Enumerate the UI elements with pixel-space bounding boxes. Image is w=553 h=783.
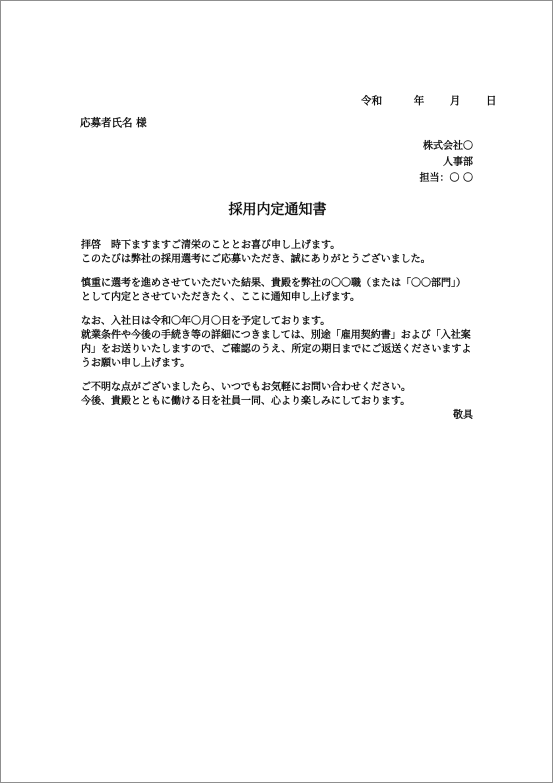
sender-department: 人事部 — [443, 157, 473, 168]
date-line — [361, 96, 497, 107]
sender-block — [353, 139, 473, 187]
body-line: なお、入社日は令和〇年〇月〇日を予定しております。 — [81, 316, 331, 327]
paragraph-gap — [81, 371, 481, 381]
recipient-name: 応募者氏名 様 — [80, 117, 147, 129]
letter-body — [81, 239, 481, 409]
date-year: 年 — [413, 95, 425, 107]
paragraph-gap — [81, 267, 481, 277]
date-day: 日 — [486, 95, 497, 107]
body-line: 今後、貴殿とともに働ける日を社員一同、心より楽しみにしております。 — [81, 396, 411, 407]
body-line: このたびは弊社の採用選考にご応募いただき、誠にありがとうございました。 — [81, 254, 431, 265]
body-line: うお願い申し上げます。 — [81, 358, 191, 369]
paragraph-gap — [81, 305, 481, 315]
body-line: ご不明な点がございましたら、いつでもお気軽にお問い合わせください。 — [81, 382, 411, 393]
document-title: 採用内定通知書 — [228, 202, 327, 218]
sender-person: 担当：〇 〇 — [419, 173, 473, 184]
date-month: 月 — [449, 95, 461, 107]
body-line: として内定とさせていただきたく、ここに通知申し上げます。 — [81, 292, 360, 303]
body-line: 就業条件や今後の手続き等の詳細につきましては、別途「雇用契約書」および「入社案 — [81, 330, 471, 341]
body-line: 拝啓 時下ますますご清栄のこととお喜び申し上げます。 — [81, 240, 341, 251]
sender-company: 株式会社〇 — [423, 141, 473, 152]
body-line: 慎重に選考を進めさせていただいた結果、貴殿を弊社の〇〇職（または「〇〇部門」） — [81, 278, 466, 289]
body-line: 内」をお送りいたしますので、ご確認のうえ、所定の期日までにご返送くださいますよ — [81, 344, 472, 355]
closing-word: 敬具 — [453, 410, 473, 421]
date-era: 令和 — [361, 95, 383, 107]
